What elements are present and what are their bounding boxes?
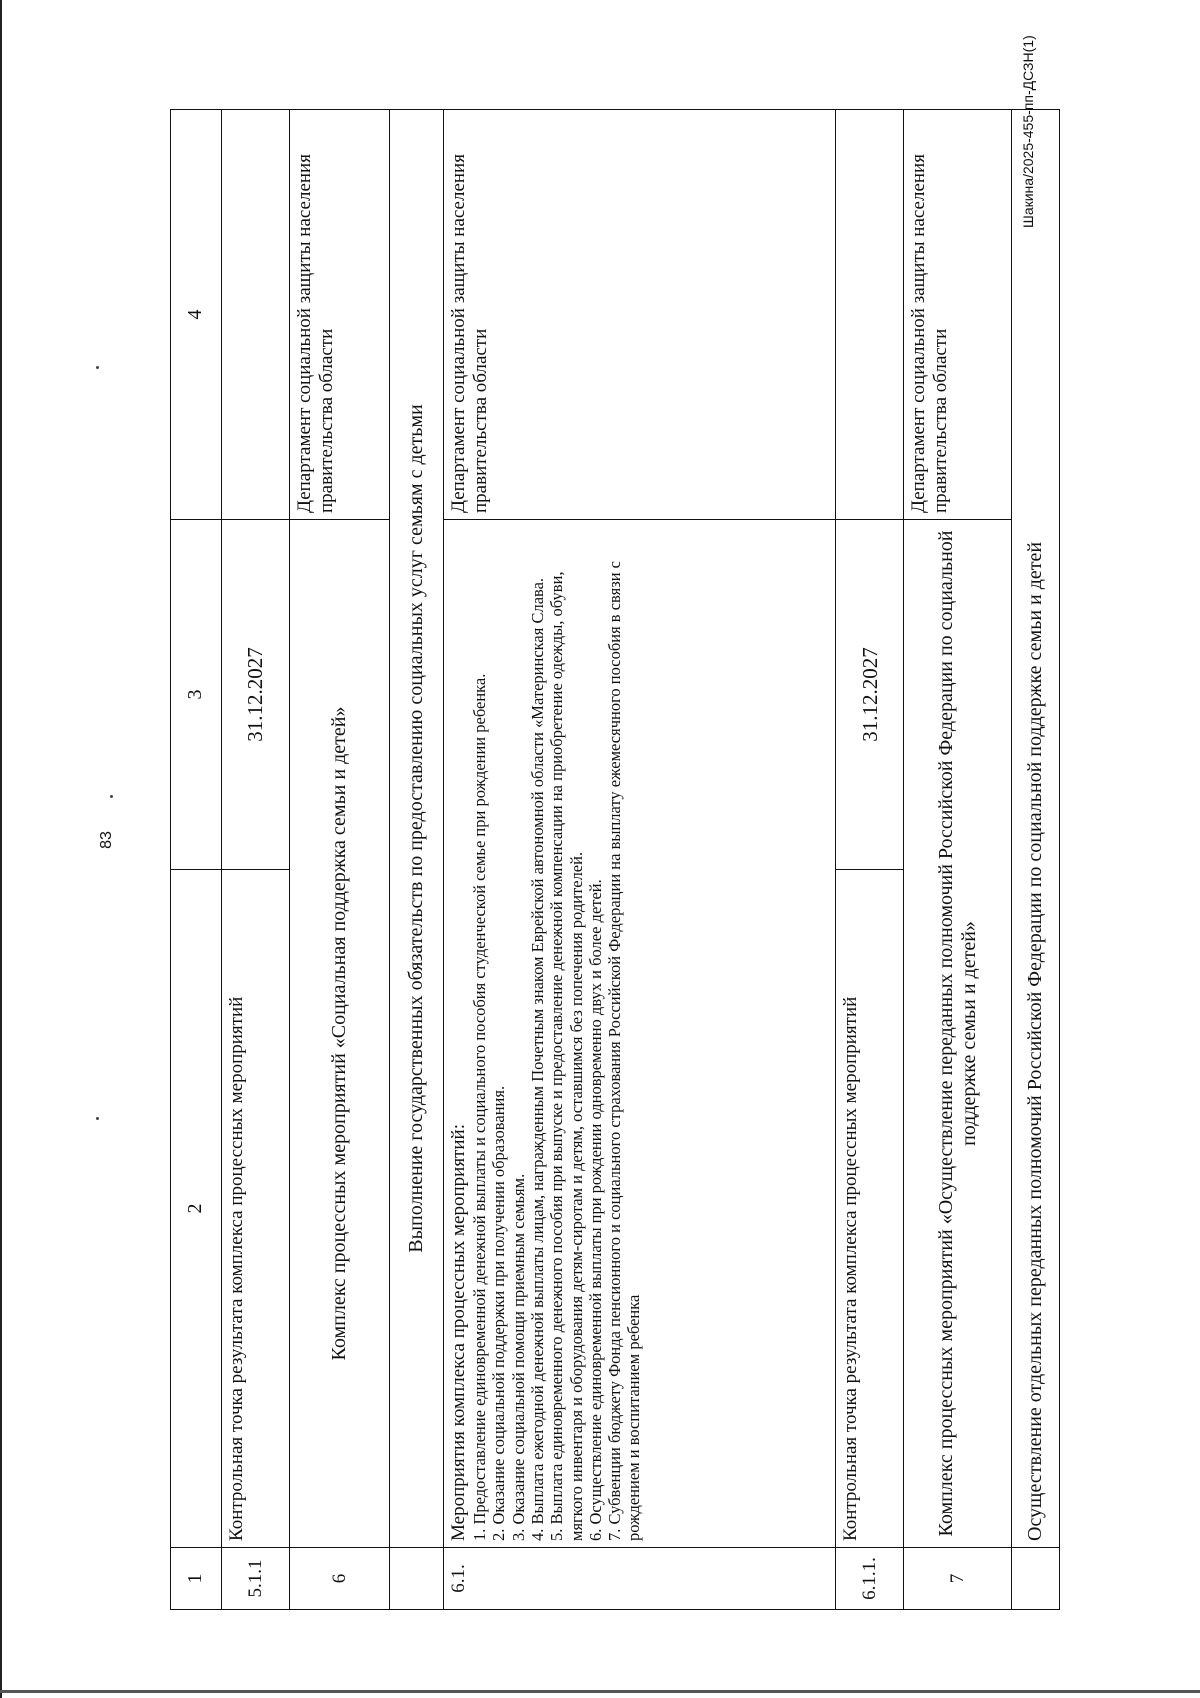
- row-content: [443, 520, 835, 1548]
- header-col-3: 3: [171, 520, 222, 870]
- scan-speck: [110, 795, 113, 798]
- list-item: 7. Субвенции бюджету Фонда пенсионного и социального страхования Российской Федерации на выплату ежемесячного пособия в связи с рождением и воспитанием ребенка: [605, 560, 644, 1541]
- row-number: 6: [290, 1548, 390, 1610]
- row-name: Контрольная точка результата комплекса процессных мероприятий: [221, 870, 289, 1548]
- row-number: 5.1.1: [221, 1548, 289, 1610]
- row-responsible: Департамент социальной защиты населения правительства области: [904, 110, 1012, 520]
- scan-edge-bottom: [0, 1690, 1200, 1693]
- header-col-4: 4: [171, 110, 222, 520]
- page-number: 83: [98, 831, 115, 849]
- row-responsible: [221, 110, 289, 520]
- empty-cell: [389, 1548, 443, 1610]
- row-number: 6.1.1.: [835, 1548, 903, 1610]
- list-item: 5. Выплата единовременного денежного пособия при выпуске и предоставление денежной компенсации на приобретение одежды, обуви, мягкого инвентаря и оборудования детям-сиротам и детям, оставшимся без попечения родителей.: [547, 571, 586, 1541]
- empty-cell: [1012, 1548, 1060, 1610]
- table-row: [443, 110, 835, 1610]
- table-row: [290, 110, 390, 1610]
- row-title: Мероприятия комплекса процессных мероприятий:: [447, 1124, 469, 1541]
- section-title: Осуществление отдельных переданных полномочий Российской Федерации по социальной поддержке семьи и детей: [1012, 110, 1060, 1548]
- plan-table-wrapper: [170, 110, 1060, 1610]
- row-number: 6.1.: [443, 1548, 835, 1610]
- row-name: Комплекс процессных мероприятий «Осуществление переданных полномочий Российской Федерации по социальной поддержке семьи и детей»: [904, 520, 1012, 1548]
- row-number: 7: [904, 1548, 1012, 1610]
- header-col-1: 1: [171, 1548, 222, 1610]
- row-date: 31.12.2027: [835, 520, 903, 870]
- section-row: [1012, 110, 1060, 1610]
- scan-speck: [96, 1117, 99, 1120]
- list-item: 4. Выплата ежегодной денежной выплаты лицам, награжденным Почетным знаком Еврейской автономной области «Материнская Слава.: [527, 577, 547, 1541]
- table-row: [835, 110, 903, 1610]
- row-responsible: Департамент социальной защиты населения правительства области: [443, 110, 835, 520]
- row-responsible: Департамент социальной защиты населения правительства области: [290, 110, 390, 520]
- scan-speck: [96, 366, 99, 369]
- row-name: Контрольная точка результата комплекса процессных мероприятий: [835, 870, 903, 1548]
- list-item: 3. Оказание социальной помощи приемным семьям.: [508, 1173, 528, 1541]
- section-row: [389, 110, 443, 1610]
- plan-table: [170, 109, 1060, 1610]
- document-code: Шакина/2025-455-пп-ДСЗН(1): [1020, 35, 1036, 228]
- scan-edge-left: [0, 0, 2, 1698]
- header-col-2: 2: [171, 870, 222, 1548]
- table-row: [904, 110, 1012, 1610]
- table-header-row: [171, 110, 222, 1610]
- list-item: 2. Оказание социальной поддержки при получении образования.: [489, 1085, 509, 1541]
- row-name: Комплекс процессных мероприятий «Социальная поддержка семьи и детей»: [290, 520, 390, 1548]
- list-item: 6. Осуществление единовременной выплаты при рождении одновременно двух и более детей.: [585, 879, 605, 1541]
- row-responsible: [835, 110, 903, 520]
- list-item: 1. Предоставление единовременной денежной выплаты и социального пособия студенческой семье при рождении ребенка.: [470, 673, 490, 1541]
- section-title: Выполнение государственных обязательств по предоставлению социальных услуг семьям с детьми: [389, 110, 443, 1548]
- row-date: 31.12.2027: [221, 520, 289, 870]
- table-row: [221, 110, 289, 1610]
